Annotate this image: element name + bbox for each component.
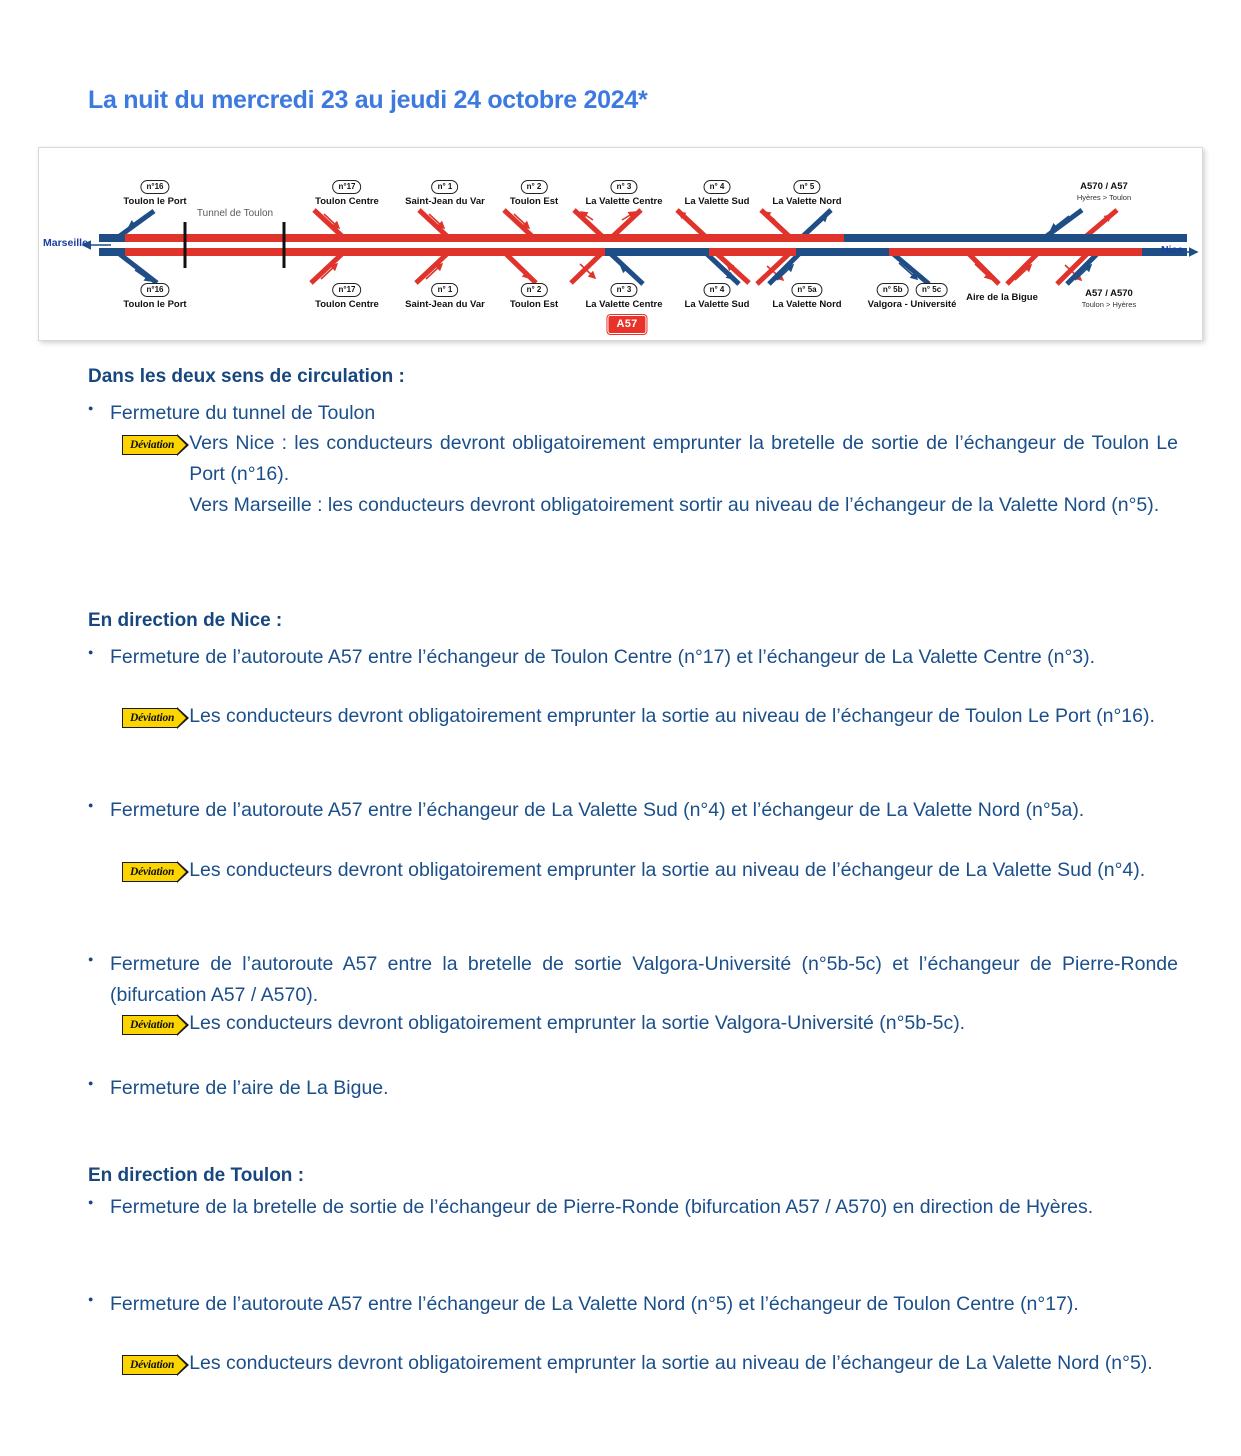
deviation-arrow-fill-icon bbox=[177, 436, 186, 454]
exchange-name: La Valette Centre bbox=[585, 299, 663, 310]
exchange-number-badge: n° 5a bbox=[791, 283, 822, 297]
exchange-bottom-toulon-est bbox=[510, 279, 558, 310]
route-badge-a57: A57 bbox=[607, 315, 646, 334]
exchange-number-badge: n° 4 bbox=[704, 283, 731, 297]
highway-schematic-panel bbox=[38, 147, 1203, 341]
exchange-number-badge: n° 1 bbox=[432, 180, 459, 194]
deviation-text bbox=[189, 428, 1178, 521]
label-marseille: Marseille bbox=[43, 237, 88, 249]
deviation-text: Les conducteurs devront obligatoirement emprunter la sortie au niveau de l’échangeur de La Valette Sud (n°4). bbox=[189, 859, 1146, 881]
bullet-label: Fermeture de la bretelle de sortie de l’échangeur de Pierre-Ronde (bifurcation A57 / A570) en direction de Hyères. bbox=[110, 1196, 1094, 1218]
bullet-nice-item-3 bbox=[88, 949, 1178, 1011]
exchange-direction: Toulon > Hyères bbox=[1081, 300, 1137, 309]
exchange-number-badge-b: n° 5b bbox=[877, 283, 909, 297]
bullet-nice-item-2 bbox=[88, 795, 1178, 826]
bullet-icon bbox=[88, 642, 110, 652]
exchange-number-badge: n° 2 bbox=[521, 180, 548, 194]
deviation-label: Déviation bbox=[122, 708, 178, 728]
exchange-top-la-valette-sud bbox=[685, 176, 750, 207]
exchange-name: Toulon Est bbox=[509, 196, 559, 207]
exchange-number-badge: n° 5 bbox=[794, 180, 821, 194]
exchange-top-toulon-le-port bbox=[123, 176, 186, 207]
exchange-number-badge-c: n° 5c bbox=[916, 283, 947, 297]
label-tunnel-de-toulon: Tunnel de Toulon bbox=[196, 208, 274, 219]
exchange-name: Saint-Jean du Var bbox=[405, 299, 485, 310]
exchange-top-la-valette-centre bbox=[585, 176, 662, 207]
exchange-number-badge: n°17 bbox=[333, 180, 362, 194]
bullet-toulon-item-1 bbox=[88, 1192, 1178, 1223]
exchange-number-badge: n° 3 bbox=[611, 180, 638, 194]
page-title: La nuit du mercredi 23 au jeudi 24 octobre 2024* bbox=[88, 86, 648, 114]
exchange-bottom-aire-de-la-bigue bbox=[966, 290, 1038, 303]
exchange-name: Toulon le Port bbox=[123, 196, 187, 207]
exchange-name: Toulon Centre bbox=[315, 196, 379, 207]
exchange-name: La Valette Centre bbox=[585, 196, 663, 207]
exchange-bottom-a57-a570 bbox=[1082, 286, 1136, 309]
exchange-bottom-la-valette-centre bbox=[585, 279, 662, 310]
exchange-number-badge: n° 2 bbox=[521, 283, 548, 297]
exchange-name: Toulon Est bbox=[509, 299, 559, 310]
deviation-text: Les conducteurs devront obligatoirement emprunter la sortie au niveau de l’échangeur de Toulon Le Port (n°16). bbox=[189, 705, 1155, 727]
bullet-icon bbox=[88, 949, 110, 959]
bullet-label: Fermeture de l’autoroute A57 entre la bretelle de sortie Valgora-Université (n°5b-5c) et l’échangeur de Pierre-Ronde (bifurcation A57 / A570). bbox=[110, 953, 1178, 1006]
exchange-name: Aire de la Bigue bbox=[966, 292, 1038, 303]
deviation-label: Déviation bbox=[122, 435, 178, 455]
bullet-nice-item-1 bbox=[88, 642, 1178, 673]
deviation-badge bbox=[122, 1355, 178, 1375]
exchange-name: Toulon Centre bbox=[315, 299, 379, 310]
exchange-number-badge: n° 3 bbox=[611, 283, 638, 297]
bullet-nice-item-4 bbox=[88, 1073, 788, 1104]
deviation-label: Déviation bbox=[122, 1015, 178, 1035]
deviation-label: Déviation bbox=[122, 1355, 178, 1375]
deviation-nice-item-1 bbox=[122, 701, 1178, 732]
exchange-top-toulon-centre bbox=[315, 176, 379, 207]
exchange-number-badge: n° 4 bbox=[704, 180, 731, 194]
bullet-icon bbox=[88, 1073, 110, 1083]
bullet-label: Fermeture de l’autoroute A57 entre l’échangeur de La Valette Sud (n°4) et l’échangeur de La Valette Nord (n°5a). bbox=[110, 799, 1085, 821]
bullet-label: Fermeture de l’autoroute A57 entre l’échangeur de La Valette Nord (n°5) et l’échangeur de Toulon Centre (n°17). bbox=[110, 1293, 1079, 1315]
deviation-badge bbox=[122, 708, 178, 728]
deviation-text-marseille: Vers Marseille : les conducteurs devront obligatoirement sortir au niveau de l’échangeur de la Valette Nord (n°5). bbox=[189, 494, 1160, 516]
exchange-name: A57 / A570 bbox=[1085, 288, 1133, 299]
exchange-name: Valgora - Université bbox=[867, 299, 957, 310]
section-heading-both-ways: Dans les deux sens de circulation : bbox=[88, 366, 405, 387]
deviation-badge bbox=[122, 435, 178, 455]
exchange-name: La Valette Sud bbox=[684, 299, 750, 310]
bullet-icon bbox=[88, 795, 110, 805]
exchange-top-a570-a57 bbox=[1077, 179, 1131, 202]
exchange-name: La Valette Sud bbox=[684, 196, 750, 207]
exchange-top-toulon-est bbox=[510, 176, 558, 207]
deviation-arrow-fill-icon bbox=[177, 709, 186, 727]
deviation-nice-item-3 bbox=[122, 1008, 1178, 1039]
bullet-tunnel-closure bbox=[88, 398, 688, 429]
bullet-label: Fermeture de l’autoroute A57 entre l’échangeur de Toulon Centre (n°17) et l’échangeur de La Valette Centre (n°3). bbox=[110, 646, 1096, 668]
exchange-name: La Valette Nord bbox=[772, 299, 842, 310]
bullet-icon bbox=[88, 398, 110, 408]
exchange-name: A570 / A57 bbox=[1080, 181, 1128, 192]
exchange-number-badge: n°16 bbox=[141, 180, 170, 194]
exchange-name: Saint-Jean du Var bbox=[405, 196, 485, 207]
bullet-label: Fermeture du tunnel de Toulon bbox=[110, 402, 376, 424]
deviation-badge bbox=[122, 862, 178, 882]
bullet-icon bbox=[88, 1289, 110, 1299]
exchange-direction: Hyères > Toulon bbox=[1076, 193, 1132, 202]
highway-schematic bbox=[39, 148, 1202, 340]
label-nice: Nice bbox=[1161, 244, 1184, 256]
section-heading-toward-nice: En direction de Nice : bbox=[88, 610, 283, 631]
deviation-nice-item-2 bbox=[122, 855, 1178, 886]
bullet-toulon-item-2 bbox=[88, 1289, 1178, 1320]
deviation-both-ways bbox=[122, 428, 1178, 521]
exchange-bottom-la-valette-nord bbox=[772, 279, 841, 310]
deviation-text: Les conducteurs devront obligatoirement emprunter la sortie Valgora-Université (n°5b-5c). bbox=[189, 1012, 966, 1034]
deviation-text-nice: Vers Nice : les conducteurs devront obligatoirement emprunter la bretelle de sortie de l’échangeur de Toulon Le Port (n°16). bbox=[189, 432, 1178, 485]
deviation-arrow-fill-icon bbox=[177, 863, 186, 881]
exchange-number-badge: n°16 bbox=[141, 283, 170, 297]
exchange-bottom-saint-jean-du-var bbox=[405, 279, 485, 310]
deviation-label: Déviation bbox=[122, 862, 178, 882]
deviation-badge bbox=[122, 1015, 178, 1035]
exchange-bottom-la-valette-sud bbox=[685, 279, 750, 310]
exchange-bottom-toulon-le-port bbox=[123, 279, 186, 310]
bullet-icon bbox=[88, 1192, 110, 1202]
exchange-top-saint-jean-du-var bbox=[405, 176, 485, 207]
deviation-arrow-fill-icon bbox=[177, 1016, 186, 1034]
exchange-name: Toulon le Port bbox=[123, 299, 187, 310]
deviation-toulon-item-2 bbox=[122, 1348, 1178, 1379]
exchange-bottom-toulon-centre bbox=[315, 279, 379, 310]
exchange-bottom-valgora-universite bbox=[868, 279, 957, 310]
section-heading-toward-toulon: En direction de Toulon : bbox=[88, 1165, 305, 1186]
deviation-arrow-fill-icon bbox=[177, 1356, 186, 1374]
exchange-number-badge: n° 1 bbox=[432, 283, 459, 297]
bullet-label: Fermeture de l’aire de La Bigue. bbox=[110, 1077, 389, 1099]
exchange-number-badge: n°17 bbox=[333, 283, 362, 297]
deviation-text: Les conducteurs devront obligatoirement emprunter la sortie au niveau de l’échangeur de La Valette Nord (n°5). bbox=[189, 1352, 1153, 1374]
exchange-top-la-valette-nord bbox=[772, 176, 841, 207]
exchange-name: La Valette Nord bbox=[772, 196, 842, 207]
